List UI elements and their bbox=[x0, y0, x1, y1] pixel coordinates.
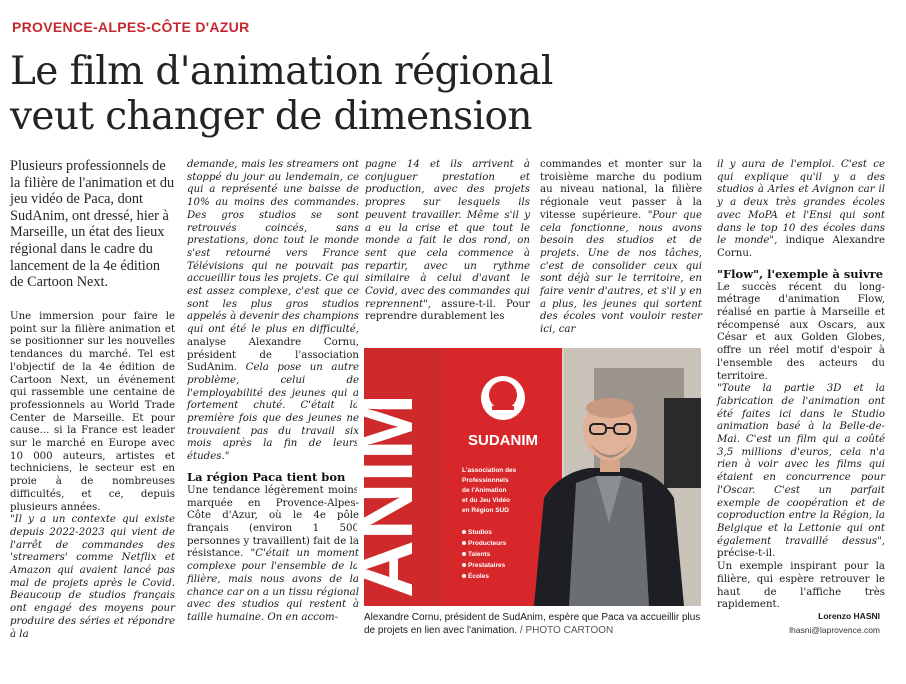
author-name: Lorenzo HASNI bbox=[818, 611, 880, 621]
paragraph: Le succès récent du long-métrage d'animation Flow, réalisé en partie à Marseille et récompensé aux Oscars, aux César et aux Golden Globes, offre un réel motif d'espoir à l'ensemble des acteurs du territoire. bbox=[717, 281, 885, 382]
article-column-5 bbox=[717, 159, 885, 612]
banner-list-item: Écoles bbox=[468, 573, 489, 580]
banner-list-item: Studios bbox=[468, 529, 492, 536]
banner-logo-text: SUDANIM bbox=[468, 432, 538, 449]
author-email: lhasni@laprovence.com bbox=[789, 625, 880, 635]
article-lead: Plusieurs professionnels de la filière de l'animation et du jeu vidéo de Paca, dont SudAnim, ont dressé, hier à Marseille, un état des lieux régional dans le cadre du lancement de la 4e édition de Cartoon Next. bbox=[10, 158, 175, 291]
paragraph bbox=[187, 485, 359, 625]
banner-line: L'association des bbox=[462, 467, 517, 474]
body-text: commandes et monter sur la troisième marche du podium au niveau national, la filière régionale veut passer à la vitesse supérieure. bbox=[540, 159, 702, 221]
quote-text: "Pour que cela fonctionne, nous avons besoin des studios et de projets. Une de nos tâches, c'est de consolider ceux qui sont déjà sur le territoire, en faire venir d'autres, et s'il y en a plus, les jeunes qui sortent des écoles vont vouloir rester ici, car bbox=[540, 209, 702, 336]
paragraph bbox=[717, 383, 885, 561]
article-column-3 bbox=[365, 159, 530, 324]
headline-line-2: veut changer de dimension bbox=[10, 94, 532, 139]
paragraph bbox=[365, 159, 530, 324]
banner-line: en Région SUD bbox=[462, 507, 509, 514]
attribution-text: analyse Alexandre Cornu, président de l'association SudAnim. bbox=[187, 336, 359, 374]
quote-text: pagne 14 et ils arrivent à conjuguer prestation et production, avec des projets propres sur lesquels ils peuvent travailler. Même s'il y a eu la crise et que tout le monde a fait le dos rond, on sent que cela commence à repartir, avec un rythme similaire à celui d'avant le Covid, avec des commandes qui reprennent", bbox=[365, 159, 530, 310]
attribution-text: assure-t-il. Pour reprendre durablement les bbox=[365, 298, 530, 323]
headline bbox=[10, 49, 700, 139]
attribution-text: précise-t-il. bbox=[717, 548, 776, 560]
paragraph: Un exemple inspirant pour la filière, qui espère retrouver le haut de l'affiche très rapidement. bbox=[717, 561, 885, 611]
article-column-4 bbox=[540, 159, 702, 337]
section-kicker: PROVENCE-ALPES-CÔTE D'AZUR bbox=[12, 19, 250, 35]
photo-credit: / PHOTO CARTOON bbox=[517, 625, 614, 636]
quote-text: il y aura de l'emploi. C'est ce qui explique qu'il y a des studios à Arles et Avignon car il y a deux très grandes écoles avec MoPA et l'Ensi qui sont dans le top 10 des écoles dans le monde", bbox=[717, 159, 885, 247]
body-text: Une tendance légèrement moins marquée en Provence-Alpes-Côte d'Azur, où le 4e pôle français (environ 1 500 personnes y travaillent) fait de la résistance. bbox=[187, 484, 359, 560]
banner-vertical-word: ANIM bbox=[340, 393, 429, 598]
article-column-1 bbox=[10, 311, 175, 641]
subheading: La région Paca tient bon bbox=[187, 469, 346, 484]
article-photo bbox=[340, 348, 701, 606]
paragraph bbox=[717, 159, 885, 261]
paragraph bbox=[540, 159, 702, 337]
attribution-text: indique Alexandre Cornu. bbox=[717, 235, 885, 259]
photo-caption bbox=[364, 611, 704, 637]
paragraph bbox=[187, 159, 359, 464]
quote-paragraph: "Il y a un contexte qui existe depuis 2022-2023 qui vient de l'arrêt de commandes des 'streamers' comme Netflix et Amazon qui avaient lancé pas mal de projets après le Covid. Beaucoup de studios français ont engagé des moyens pour produire des séries et répondre à la bbox=[10, 514, 175, 640]
caption-text: Alexandre Cornu, président de SudAnim, espère que Paca va accueillir plus de projets en lien avec l'animation. bbox=[364, 612, 701, 636]
quote-text: demande, mais les streamers ont stoppé du jour au lendemain, ce qui a représenté une baisse de 10% au moins des commandes. Des gros studios se sont retrouvés coincés, sans prestations, donc tout le monde s'est retourné vers France Télévisions qui ne pouvait pas accueillir tous les projets. Ce qui est assez complexe, c'est que ce sont les plus gros studios appelés à devenir des champions qui ont été le plus en difficulté, bbox=[187, 159, 359, 336]
quote-text: "C'était un moment complexe pour l'ensemble de la filière, mais nous avons de la chance car on a un tissu régional avec des studios qui restent à taille humaine. On en accom- bbox=[187, 548, 359, 623]
headline-line-1: Le film d'animation régional bbox=[10, 49, 553, 94]
paragraph: Une immersion pour faire le point sur la filière animation et se positionner sur les nouvelles tendances du marché. Tel est l'objectif de la 4e édition de Cartoon Next, un événement qui rassemble une centaine de professionnels au World Trade Center de Marseille. Et pour cause... si la France est leader sur le marché en Europe avec 10 000 auteurs, artistes et techniciens, le secteur est en proie à de nombreuses difficultés, et ce, depuis plusieurs années. bbox=[10, 311, 175, 513]
quote-text: Cela pose un autre problème, celui de l'employabilité des jeunes qui a fortement chuté. C'était la première fois que des jeunes ne trouvaient pas du travail six mois après la fin de leurs études." bbox=[187, 362, 359, 463]
subheading: "Flow", l'exemple à suivre bbox=[717, 266, 884, 281]
photo-illustration bbox=[340, 348, 701, 606]
article-column-2 bbox=[187, 159, 359, 625]
banner-list-item: Producteurs bbox=[468, 540, 507, 547]
quote-text: "Toute la partie 3D et la fabrication de l'animation ont été faites ici dans le Studio animation basé à la Belle-de-Mai. C'est un film qui a coûté 3,5 millions d'euros, cela n'a rien à voir avec les films qui étaient en concurrence pour l'Oscar. C'est un parfait exemple de coopération et de coproduction entre la Région, la Belgique et la Lettonie qui ont également travaillé dessus", bbox=[717, 383, 885, 547]
banner-list-item: Talents bbox=[468, 551, 491, 558]
banner-line: et du Jeu Vidéo bbox=[462, 497, 510, 504]
banner-line: de l'Animation bbox=[462, 487, 507, 494]
banner-list-item: Prestataires bbox=[468, 562, 506, 569]
banner-line: Professionnels bbox=[462, 477, 509, 484]
